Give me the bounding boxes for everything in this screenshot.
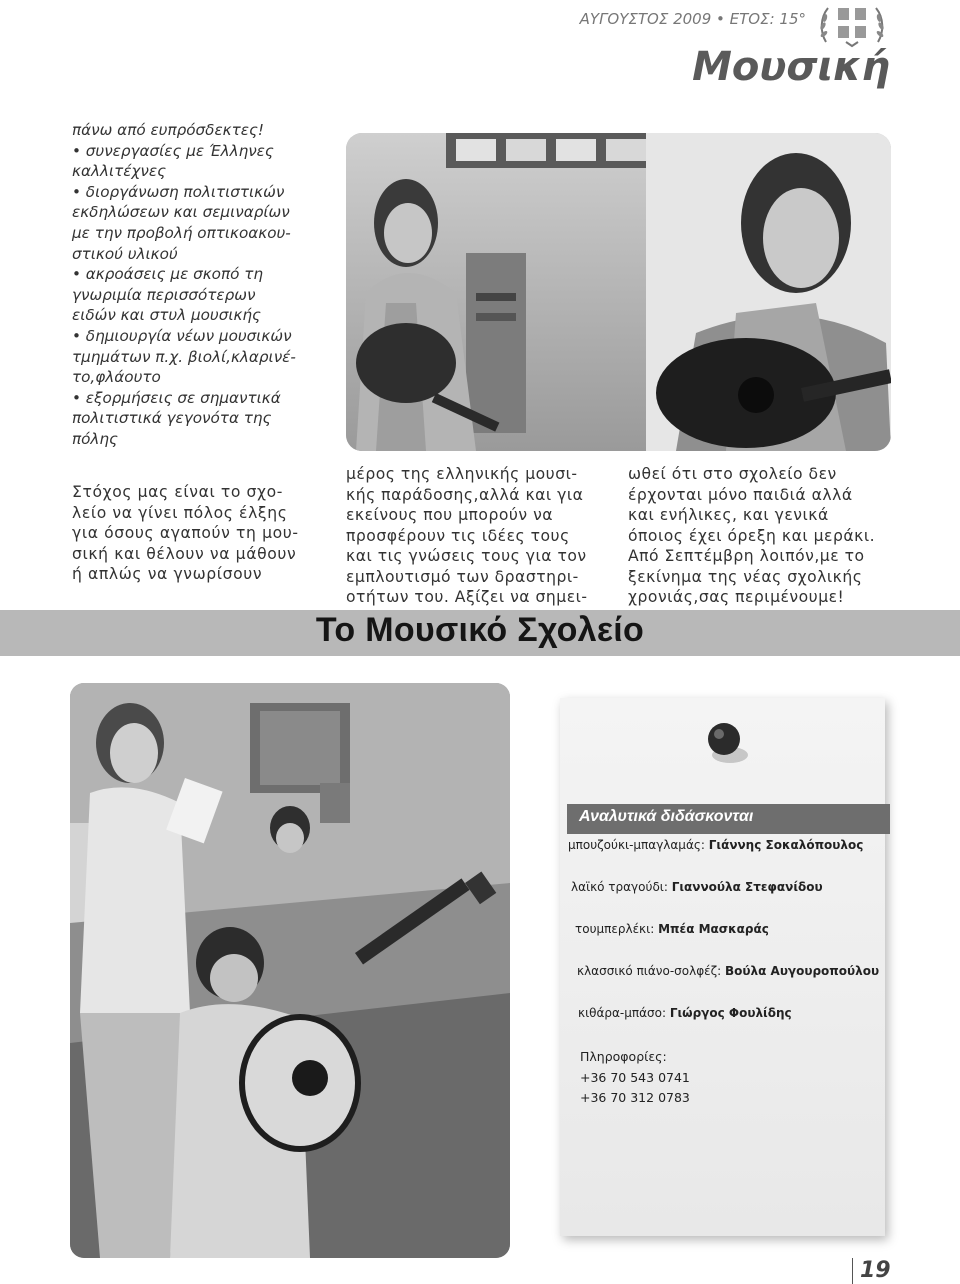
text-line: το,φλάουτο: [72, 368, 161, 387]
page-number: 19: [860, 1258, 891, 1283]
teacher-line: [575, 922, 769, 936]
text-line: χρονιάς,σας περιμένουμε!: [628, 588, 845, 606]
text-line: εκδηλώσεων και σεμιναρίων: [72, 203, 290, 222]
text-line: ή απλώς να γνωρίσουν: [72, 565, 263, 583]
info-label: Πληροφορίες:: [580, 1049, 667, 1064]
text-line: προσφέρουν τις ιδέες τους: [346, 526, 570, 545]
teacher-subject: τουμπερλέκι:: [575, 922, 655, 936]
teacher-name: Γιάννης Σοκαλόπουλος: [708, 838, 864, 852]
text-line: με την προβολή οπτικοακου-: [72, 223, 291, 242]
note-header: [567, 804, 890, 834]
guitar-lesson-photo: [346, 133, 891, 451]
text-line: για όσους αγαπούν τη μου-: [72, 524, 299, 542]
text-line: έρχονται μόνο παιδιά αλλά: [628, 485, 853, 504]
bouzouki-lesson-photo: [70, 683, 510, 1258]
teacher-subject: λαϊκό τραγούδι:: [571, 880, 668, 894]
text-line: εκείνους που μπορούν να: [346, 506, 554, 524]
text-line: • εξορμήσεις σε σημαντικά: [72, 388, 281, 407]
teacher-line: [568, 838, 863, 852]
teacher-name: Γιαννούλα Στεφανίδου: [671, 880, 823, 894]
text-line: πάνω από ευπρόσδεκτες!: [72, 121, 264, 139]
laurel-cross-emblem-icon: [816, 2, 888, 48]
right-column-text: [628, 464, 892, 608]
teacher-name: Μπέα Μασκαράς: [658, 922, 769, 936]
phone-number: +36 70 543 0741: [580, 1069, 690, 1085]
phone-number: +36 70 312 0783: [580, 1090, 690, 1105]
left-column-text: [72, 120, 332, 450]
text-line: • συνεργασίες με Έλληνες: [72, 141, 274, 160]
text-line: λείο να γίνει πόλος έλξης: [72, 503, 288, 522]
text-line: γνωριμία περισσότερων: [72, 285, 256, 304]
text-line: μέρος της ελληνικής μουσι-: [346, 465, 578, 483]
text-line: σική και θέλουν να μάθουν: [72, 544, 297, 563]
push-pin-icon: [698, 715, 754, 771]
teacher-subject: μπουζούκι-μπαγλαμάς:: [568, 838, 705, 852]
text-line: τμημάτων π.χ. βιολί,κλαρινέ-: [72, 347, 296, 366]
teacher-line: [571, 880, 823, 894]
note-title: Αναλυτικά διδάσκονται: [579, 808, 754, 825]
text-line: Από Σεπτέμβρη λοιπόν,με το: [628, 547, 865, 565]
article-heading: Το Μουσικό Σχολείο: [315, 611, 645, 649]
text-line: ειδών και στυλ μουσικής: [72, 306, 261, 325]
text-line: κής παράδοσης,αλλά και για: [346, 485, 584, 504]
teacher-name: Βούλα Αυγουροπούλου: [725, 964, 880, 978]
text-line: • διοργάνωση πολιτιστικών: [72, 182, 285, 201]
teacher-subject: κιθάρα-μπάσο:: [578, 1006, 667, 1020]
text-line: καλλιτέχνες: [72, 162, 167, 181]
text-line: εμπλουτισμό των δραστηρι-: [346, 567, 579, 586]
contact-info: [580, 1047, 690, 1109]
issue-date: ΑΥΓΟΥΣΤΟΣ 2009 • ΕΤΟΣ: 15°: [579, 10, 806, 28]
teacher-subject: κλασσικό πιάνο-σολφέζ:: [577, 964, 722, 978]
teacher-name: Γιώργος Φουλίδης: [669, 1006, 792, 1020]
text-line: όποιος έχει όρεξη και μεράκι.: [628, 526, 876, 545]
text-line: ωθεί ότι στο σχολείο δεν: [628, 465, 837, 483]
text-line: ξεκίνημα της νέας σχολικής: [628, 567, 863, 586]
middle-column-text: [346, 464, 618, 608]
text-line: στικού υλικού: [72, 244, 178, 263]
text-line: Στόχος μας είναι το σχο-: [72, 483, 284, 501]
goal-paragraph: [72, 482, 334, 585]
page-number-rule: [852, 1258, 853, 1284]
teacher-line: [577, 964, 879, 978]
section-title: Μουσική: [692, 44, 890, 90]
text-line: • δημιουργία νέων μουσικών: [72, 326, 292, 345]
text-line: οτήτων του. Αξίζει να σημει-: [346, 588, 588, 606]
text-line: πόλης: [72, 429, 118, 448]
text-line: και τις γνώσεις τους για τον: [346, 547, 587, 565]
text-line: • ακροάσεις με σκοπό τη: [72, 265, 264, 284]
text-line: πολιτιστικά γεγονότα της: [72, 409, 272, 428]
teacher-line: [578, 1006, 792, 1020]
text-line: και ενήλικες, και γενικά: [628, 506, 829, 524]
